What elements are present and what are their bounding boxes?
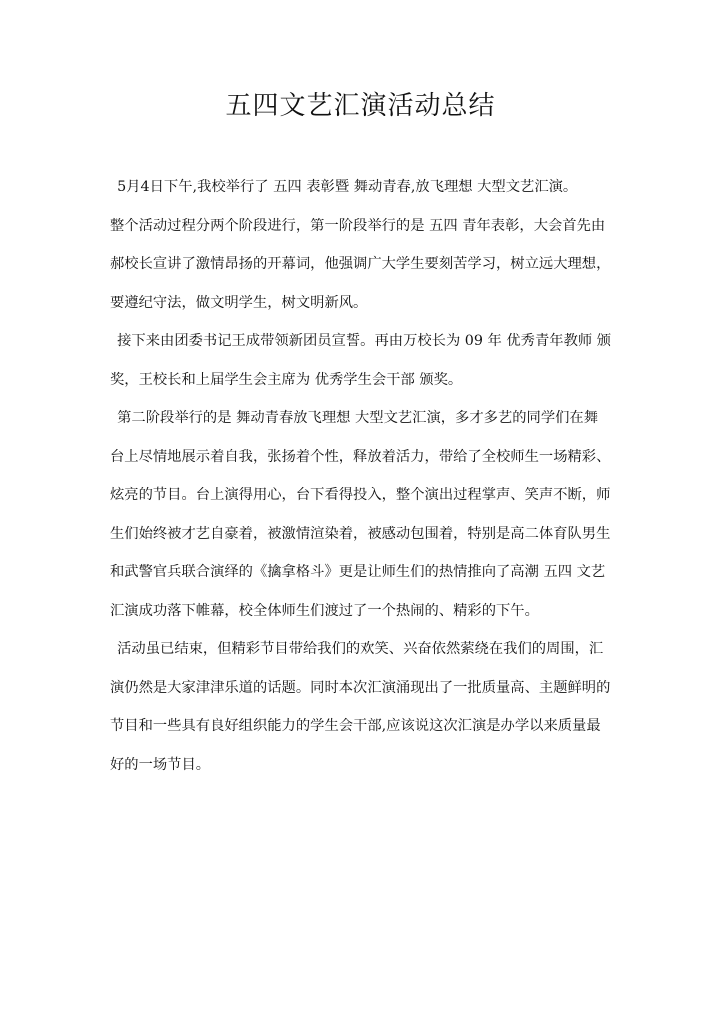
document-body [110,168,615,784]
text-line: 第二阶段举行的是 舞动青春放飞理想 大型文艺汇演，多才多艺的同学们在舞 [117,410,599,426]
document-title: 五四文艺汇演活动总结 [225,91,496,121]
paragraph-2 [110,322,615,399]
text-line: 台上尽情地展示着自我，张扬着个性，释放着活力，带给了全校师生一场精彩、 [110,448,611,465]
paragraph-4 [110,630,615,784]
text-line: 演仍然是大家津津乐道的话题。同时本次汇演涌现出了一批质量高、主题鲜明的 [110,679,611,696]
text-line: 要遵纪守法，做文明学生，树文明新风。 [110,294,368,311]
text-line: 好的一场节目。 [110,756,211,773]
text-line: 整个活动过程分两个阶段进行，第一阶段举行的是 五四 青年表彰，大会首先由 [110,217,606,234]
text-line: 汇演成功落下帷幕，校全体师生们渡过了一个热闹的、精彩的下午。 [110,602,539,619]
text-line: 郝校长宣讲了激情昂扬的开幕词，他强调广大学生要刻苦学习，树立远大理想， [110,256,611,272]
paragraph-1 [110,168,615,322]
text-line: 活动虽已结束，但精彩节目带给我们的欢笑、兴奋依然萦绕在我们的周围，汇 [117,641,604,657]
text-line: 炫亮的节目。台上演得用心，台下看得投入，整个演出过程掌声、笑声不断，师 [110,487,611,503]
text-line: 节目和一些具有良好组织能力的学生会干部,应该说这次汇演是办学以来质量最 [110,718,601,734]
text-line: 5月4日下午,我校举行了 五四 表彰暨 舞动青春,放飞理想 大型文艺汇演。 [117,179,578,195]
paragraph-3 [110,399,615,630]
text-line: 生们始终被才艺自豪着，被激情渲染着，被感动包围着，特别是高二体育队男生 [110,525,611,542]
text-line: 和武警官兵联合演绎的《擒拿格斗》更是让师生们的热情推向了高潮 五四 文艺 [110,564,606,580]
text-line: 接下来由团委书记王成带领新团员宣誓。再由万校长为 09 年 优秀青年教师 颁 [117,333,612,349]
text-line: 奖，王校长和上届学生会主席为 优秀学生会干部 颁奖。 [110,371,463,388]
